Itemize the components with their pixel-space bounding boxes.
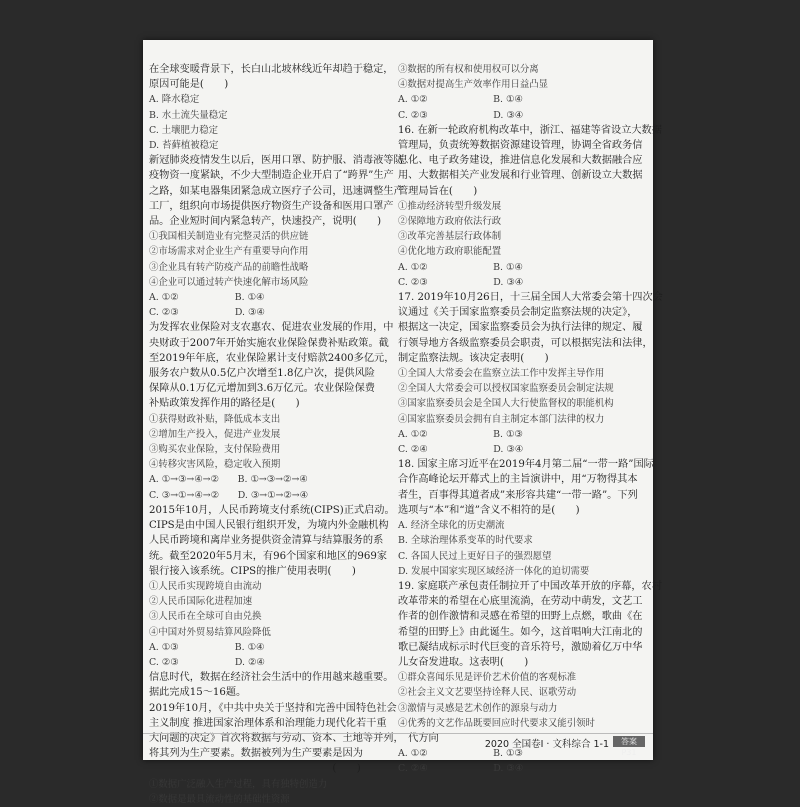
text-line: ②增加生产投入，促进产业发展 — [149, 428, 281, 440]
text-line: C. ②③ D. ②④ — [149, 656, 265, 668]
text-line: B. 水土流失量稳定 — [149, 109, 228, 121]
text-line: C. ②③ D. ③④ — [398, 109, 524, 121]
text-line: C. 各国人民过上更好日子的强烈愿望 — [398, 550, 552, 562]
text-line: C. ②③ D. ③④ — [398, 276, 524, 288]
text-line: 据此完成15～16题。 — [149, 687, 247, 699]
text-line: A. 经济全球化的历史潮流 — [398, 520, 505, 532]
text-line: ④企业可以通过转产快速化解市场风险 — [149, 276, 309, 288]
text-line: 央财政于2007年开始实施农业保险保费补贴政策。截 — [149, 337, 389, 349]
text-line: ③激情与灵感是艺术创作的源泉与动力 — [398, 702, 558, 714]
text-line: 者生，百事得其道者成”来形容共建“一带一路”。下列 — [398, 489, 638, 501]
text-line: 信息时代，数据在经济社会生活中的作用越来越重要。 — [149, 672, 394, 684]
text-line: ①全国人大常委会在监察立法工作中发挥主导作用 — [398, 368, 605, 380]
text-line: 将其列为生产要素。数据被列为生产要素是因为 — [149, 748, 363, 760]
text-line: 17. 2019年10月26日，十三届全国人大常委会第十四次会 — [398, 292, 663, 304]
text-line: 原因可能是( ) — [149, 79, 229, 91]
text-line: ③人民币在全球可自由兑换 — [149, 611, 262, 623]
text-line: A. ①② B. ①④ — [398, 94, 523, 106]
text-line: 在全球变暖背景下，长白山北坡林线近年却趋于稳定， — [149, 64, 394, 75]
text-line: ①群众喜闻乐见是评价艺术价值的客观标准 — [398, 672, 577, 684]
text-line: A. ①→③→④→② B. ①→③→②→④ — [149, 474, 308, 486]
text-line: ( ) — [149, 763, 361, 775]
text-line: ①推动经济转型升级发展 — [398, 200, 502, 212]
text-line: 品。企业短时间内紧急转产，快速投产，说明( ) — [149, 216, 382, 228]
text-line: ①人民币实现跨境自由流动 — [149, 580, 262, 592]
text-line: ①数据广泛融入生产过程，具有独特创造力 — [149, 778, 328, 790]
text-line: 代方向 — [398, 732, 439, 744]
text-line: 疫物资一度紧缺，不少大型制造企业开启了“跨界”生产 — [149, 170, 394, 182]
text-line: ②市场需求对企业生产有重要导向作用 — [149, 246, 309, 258]
text-line: 作者的创作激情和灵感在希望的田野上点燃，歌曲《在 — [398, 611, 643, 623]
text-line: 工厂，组织向市场提供医疗物资生产设备和医用口罩产 — [149, 200, 394, 212]
text-line: ②全国人大常委会可以授权国家监察委员会制定法规 — [398, 383, 614, 395]
exam-page — [143, 40, 663, 805]
text-line: 银行接入该系统。CIPS的推广使用表明( ) — [149, 565, 356, 577]
text-line: 选项与“本”和“道”含义不相符的是( ) — [398, 504, 580, 516]
text-line: 儿女奋发进取。这表明( ) — [398, 656, 529, 668]
text-line: 保障从0.1万亿元增加到3.6万亿元。农业保险保费 — [149, 383, 375, 395]
text-line: 主义制度 推进国家治理体系和治理能力现代化若干重 — [149, 717, 387, 729]
text-line: ④优秀的文艺作品既要回应时代要求又能引领时 — [398, 717, 595, 729]
text-line: 服务农户数从0.5亿户次增至1.8亿户次，提供风险 — [149, 368, 375, 380]
text-line: ②保障地方政府依法行政 — [398, 216, 502, 228]
text-line: A. 降水稳定 — [149, 94, 200, 106]
text-line: 希望的田野上》由此诞生。如今，这首唱响大江南北的 — [398, 626, 643, 638]
text-line: A. ①② B. ①④ — [398, 261, 523, 273]
text-line: 改革带来的希望在心底里流淌，在劳动中萌发，文艺工 — [398, 596, 643, 608]
text-line: C. 土壤肥力稳定 — [149, 124, 219, 136]
text-line: 统。截至2020年5月末，有96个国家和地区的969家 — [149, 550, 388, 562]
text-line: 16. 在新一轮政府机构改革中，浙江、福建等省设立大数据 — [398, 124, 662, 136]
text-line: 2019年10月，《中共中央关于坚持和完善中国特色社会 — [149, 702, 397, 714]
text-line: ①我国相关制造业有完整灵活的供应链 — [149, 231, 309, 243]
text-line: ②人民币国际化进程加速 — [149, 596, 253, 608]
left-column — [149, 62, 404, 807]
text-line: 为发挥农业保险对支农惠农、促进农业发展的作用，中 — [149, 322, 394, 334]
text-line: 根据这一决定，国家监察委员会为执行法律的规定、履 — [398, 322, 643, 334]
text-line: D. 苔藓植被稳定 — [149, 140, 219, 152]
text-line: ②数据是最具流动性的基础性资源 — [149, 793, 290, 805]
text-line: ④国家监察委员会拥有自主制定本部门法律的权力 — [398, 413, 605, 425]
text-line: CIPS是由中国人民银行组织开发，为境内外金融机构 — [149, 520, 389, 532]
text-line: C. ②④ D. ③④ — [398, 763, 524, 775]
text-line: ③购买农业保险，支付保险费用 — [149, 444, 281, 456]
text-line: ④优化地方政府职能配置 — [398, 246, 502, 258]
text-line: C. ③→①→④→② D. ③→①→②→④ — [149, 489, 309, 501]
answer-badge: 答案 P31 — [613, 736, 645, 747]
text-line: A. ①③ B. ①④ — [149, 641, 265, 653]
text-line: A. ①② B. ①③ — [398, 748, 523, 760]
text-line: D. 发展中国家实现区域经济一体化的迫切需要 — [398, 565, 590, 577]
text-line: 用、大数据相关产业发展和行业管理、创新设立大数据 — [398, 170, 643, 182]
text-line: 议通过《关于国家监察委员会制定监察法规的决定》， — [398, 307, 638, 319]
text-line: 2015年10月，人民币跨境支付系统(CIPS)正式启动。 — [149, 504, 395, 516]
text-line: ③国家监察委员会是全国人大行使监督权的职能机构 — [398, 398, 614, 410]
text-line: 新冠肺炎疫情发生以后，医用口罩、防护服、消毒液等防 — [149, 155, 404, 167]
footer-label: 2020 全国卷Ⅰ · 文科综合 1-1 — [484, 739, 609, 750]
text-line: ③改革完善基层行政体制 — [398, 231, 502, 243]
text-line: ③企业具有转产防疫产品的前瞻性战略 — [149, 261, 309, 273]
text-line: C. ②④ D. ③④ — [398, 444, 524, 456]
text-line: 至2019年年底，农业保险累计支付赔款2400多亿元， — [149, 352, 395, 364]
text-line: C. ②③ D. ③④ — [149, 307, 265, 319]
text-line: 歌已凝结成标示时代巨变的音乐符号，激励着亿万中华 — [398, 641, 643, 653]
text-line: ②社会主义文艺要坚持诠释人民、讴歌劳动 — [398, 687, 577, 699]
text-line: ①获得财政补贴，降低成本支出 — [149, 413, 281, 425]
text-line: A. ①② B. ①④ — [149, 292, 265, 304]
text-line: 19. 家庭联产承包责任制拉开了中国改革开放的序幕，农村 — [398, 580, 662, 592]
text-line: 18. 国家主席习近平在2019年4月第二届“一带一路”国际 — [398, 459, 654, 471]
text-line: 补贴政策发挥作用的路径是( ) — [149, 398, 300, 410]
right-column — [398, 62, 663, 777]
text-line: 管理局，负责统筹数据资源建设管理，协调全省政务信 — [398, 140, 643, 152]
text-line: 人民币跨境和离岸业务提供资金清算与结算服务的系 — [149, 535, 384, 547]
text-line: 合作高峰论坛开幕式上的主旨演讲中，用“万物得其本 — [398, 474, 638, 486]
text-line: B. 全球治理体系变革的时代要求 — [398, 535, 533, 547]
text-line: 息化、电子政务建设，推进信息化发展和大数据融合应 — [398, 155, 643, 167]
text-line: ④转移灾害风险，稳定收入预期 — [149, 459, 281, 471]
text-line: ④中国对外贸易结算风险降低 — [149, 626, 271, 638]
text-line: A. ①② B. ①③ — [398, 428, 523, 440]
text-line: 之路，如某电器集团紧急成立医疗子公司，迅速调整生产 — [149, 185, 404, 197]
text-line: ④数据对提高生产效率作用日益凸显 — [398, 79, 549, 91]
text-line: 管理局旨在( ) — [398, 185, 478, 197]
text-line: ③数据的所有权和使用权可以分离 — [398, 64, 539, 75]
text-line: 行领导地方各级监察委员会职责，可以根据宪法和法律， — [398, 337, 653, 349]
text-line: 大问题的决定》首次将数据与劳动、资本、土地等并列， — [149, 732, 404, 744]
text-line: 制定监察法规。该决定表明( ) — [398, 352, 549, 364]
